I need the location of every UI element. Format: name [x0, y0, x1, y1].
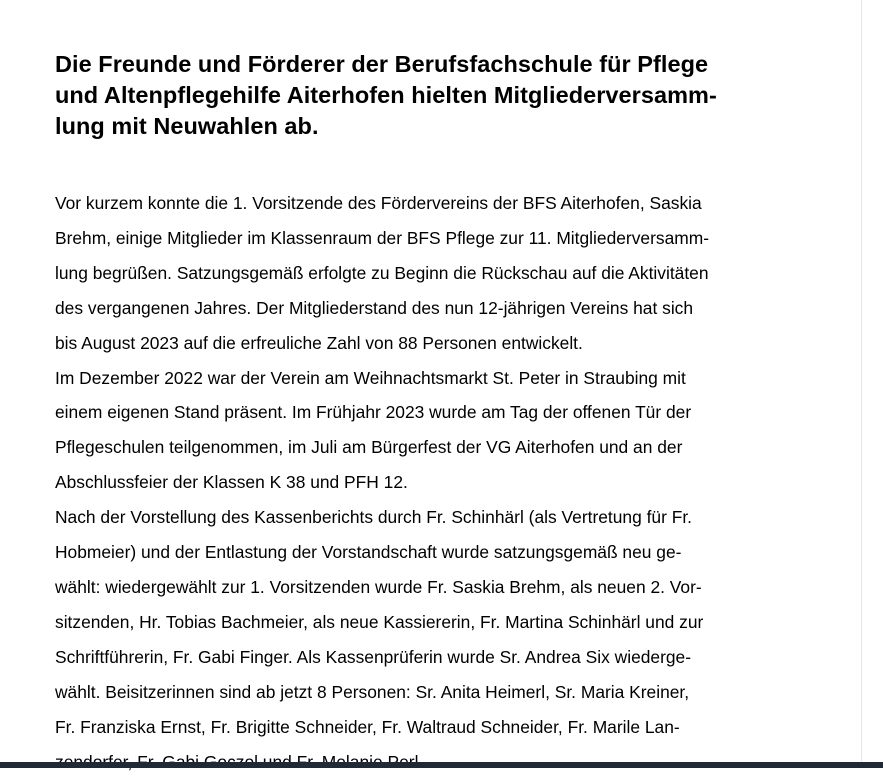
- body-line: Fr. Franziska Ernst, Fr. Brigitte Schneider, Fr. Waltraud Schneider, Fr. Marile Lan-: [55, 710, 845, 745]
- headline-line: Die Freunde und Förderer der Berufsfachschule für Pflege: [55, 49, 815, 80]
- body-line: bis August 2023 auf die erfreuliche Zahl von 88 Personen entwickelt.: [55, 326, 845, 361]
- headline-line: lung mit Neuwahlen ab.: [55, 111, 815, 142]
- viewer-bottom-bar: [0, 762, 883, 768]
- body-line: des vergangenen Jahres. Der Mitgliederstand des nun 12-jährigen Vereins hat sich: [55, 291, 845, 326]
- body-line: wählt: wiedergewählt zur 1. Vorsitzenden wurde Fr. Saskia Brehm, als neuen 2. Vor-: [55, 570, 845, 605]
- body-line: einem eigenen Stand präsent. Im Frühjahr 2023 wurde am Tag der offenen Tür der: [55, 395, 845, 430]
- body-line: Schriftführerin, Fr. Gabi Finger. Als Kassenprüferin wurde Sr. Andrea Six wiederge-: [55, 640, 845, 675]
- body-line: lung begrüßen. Satzungsgemäß erfolgte zu Beginn die Rückschau auf die Aktivitäten: [55, 256, 845, 291]
- headline: [55, 49, 815, 142]
- body-line: Im Dezember 2022 war der Verein am Weihnachtsmarkt St. Peter in Straubing mit: [55, 361, 845, 396]
- body-line: Brehm, einige Mitglieder im Klassenraum der BFS Pflege zur 11. Mitgliederversamm-: [55, 221, 845, 256]
- body-line: Abschlussfeier der Klassen K 38 und PFH 12.: [55, 465, 845, 500]
- body-text: [55, 186, 845, 779]
- body-line: sitzenden, Hr. Tobias Bachmeier, als neue Kassiererin, Fr. Martina Schinhärl und zur: [55, 605, 845, 640]
- body-line: Vor kurzem konnte die 1. Vorsitzende des Fördervereins der BFS Aiterhofen, Saskia: [55, 186, 845, 221]
- headline-line: und Altenpflegehilfe Aiterhofen hielten Mitgliederversamm-: [55, 80, 815, 111]
- body-line: Pflegeschulen teilgenommen, im Juli am Bürgerfest der VG Aiterhofen und an der: [55, 430, 845, 465]
- body-line: Nach der Vorstellung des Kassenberichts durch Fr. Schinhärl (als Vertretung für Fr.: [55, 500, 845, 535]
- viewer-scroll-edge[interactable]: [861, 0, 883, 762]
- body-line: Hobmeier) und der Entlastung der Vorstandschaft wurde satzungsgemäß neu ge-: [55, 535, 845, 570]
- body-line: wählt. Beisitzerinnen sind ab jetzt 8 Personen: Sr. Anita Heimerl, Sr. Maria Kreiner,: [55, 675, 845, 710]
